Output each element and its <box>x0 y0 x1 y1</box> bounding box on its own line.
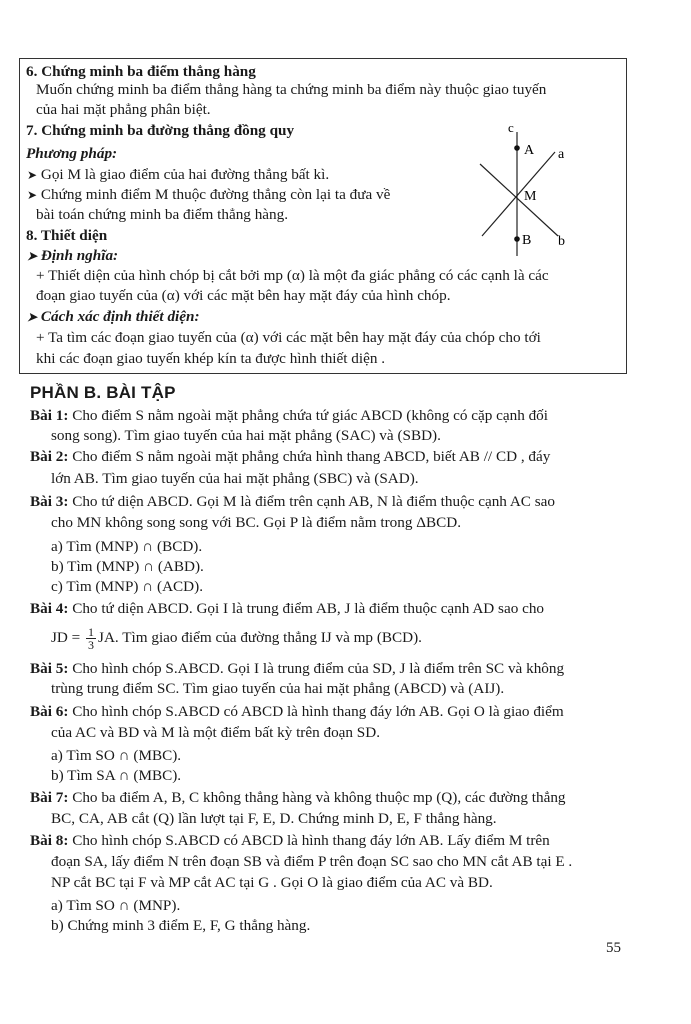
fraction-one-third: $\frac{1}{3}$ <box>88 625 95 652</box>
exercise-3: Bài 3: Cho tứ diện ABCD. Gọi M là điểm trên cạnh AB, N là điểm thuộc cạnh AC sao <box>30 493 555 510</box>
concurrent-lines-figure <box>470 118 580 258</box>
exercise-8-line2: đoạn SA, lấy điểm N trên đoạn SB và điểm P trên đoạn SC sao cho MN cắt AB tại E . <box>51 853 573 870</box>
s8-def-line2: đoạn giao tuyến của (α) với các mặt bên hay mặt đáy của hình chóp. <box>36 287 451 304</box>
label-b: b <box>558 234 565 249</box>
s6-line1: Muốn chứng minh ba điểm thẳng hàng ta chứng minh ba điểm này thuộc giao tuyến <box>36 81 547 98</box>
bullet-arrow-icon: ➤ <box>27 188 38 202</box>
exercise-label: Bài 6: <box>30 703 69 720</box>
s8-definition-label: ➤ Định nghĩa: <box>27 247 119 264</box>
exercise-3c: c) Tìm (MNP) ∩ (ACD). <box>51 578 204 595</box>
exercise-6: Bài 6: Cho hình chóp S.ABCD có ABCD là hình thang đáy lớn AB. Gọi O là giao điểm <box>30 703 564 720</box>
page-number: 55 <box>606 940 621 956</box>
bullet-arrow-icon: ➤ <box>27 249 38 263</box>
exercise-label: Bài 2: <box>30 448 69 465</box>
exercise-1-line2: song song). Tìm giao tuyến của hai mặt phẳng (SAC) và (SBD). <box>51 427 441 444</box>
exercise-label: Bài 5: <box>30 660 69 677</box>
s8-def-line1: + Thiết diện của hình chóp bị cắt bởi mp (α) là một đa giác phẳng có các cạnh là các <box>36 267 549 284</box>
exercise-8b: b) Chứng minh 3 điểm E, F, G thẳng hàng. <box>51 917 311 934</box>
s8-method-line2: khi các đoạn giao tuyến khép kín ta được hình thiết diện . <box>36 350 386 367</box>
label-c: c <box>508 120 514 135</box>
exercise-2: Bài 2: Cho điểm S nằm ngoài mặt phẳng chứa hình thang ABCD, biết AB // CD , đáy <box>30 448 551 465</box>
s8-title: 8. Thiết diện <box>26 227 108 244</box>
s7-line3: bài toán chứng minh ba điểm thẳng hàng. <box>36 206 289 223</box>
exercise-label: Bài 1: <box>30 407 69 424</box>
label-B: B <box>522 233 532 248</box>
s6-line2: của hai mặt phẳng phân biệt. <box>36 101 211 118</box>
exercise-8-line3: NP cắt BC tại F và MP cắt AC tại G . Gọi O là giao điểm của AC và BD. <box>51 874 493 891</box>
point-A <box>514 145 520 151</box>
exercise-8a: a) Tìm SO ∩ (MNP). <box>51 897 181 914</box>
s7-bullet1: ➤ Gọi M là giao điểm của hai đường thẳng bất kì. <box>27 166 330 183</box>
exercise-3a: a) Tìm (MNP) ∩ (BCD). <box>51 538 203 555</box>
s8-method-line1: + Ta tìm các đoạn giao tuyến của (α) với các mặt bên hay mặt đáy của chóp cho tới <box>36 329 541 346</box>
exercise-5: Bài 5: Cho hình chóp S.ABCD. Gọi I là trung điểm của SD, J là điểm trên SC và không <box>30 660 565 677</box>
exercise-label: Bài 3: <box>30 493 69 510</box>
label-M: M <box>524 189 537 204</box>
exercise-7: Bài 7: Cho ba điểm A, B, C không thẳng hàng và không thuộc mp (Q), các đường thẳng <box>30 789 566 806</box>
label-A: A <box>524 143 535 158</box>
s7-bullet2: ➤ Chứng minh điểm M thuộc đường thẳng còn lại ta đưa về <box>27 186 391 203</box>
label-a: a <box>558 147 565 162</box>
bullet-arrow-icon: ➤ <box>27 310 38 324</box>
exercise-label: Bài 4: <box>30 600 69 617</box>
s7-method-label: Phương pháp: <box>26 145 118 162</box>
point-B <box>514 236 520 242</box>
exercise-label: Bài 8: <box>30 832 69 849</box>
exercise-3-line2: cho MN không song song với BC. Gọi P là điểm nằm trong ΔBCD. <box>51 514 462 531</box>
exercise-label: Bài 7: <box>30 789 69 806</box>
s8-method-label: ➤ Cách xác định thiết diện: <box>27 308 200 325</box>
exercise-6a: a) Tìm SO ∩ (MBC). <box>51 747 182 764</box>
exercise-1: Bài 1: Cho điểm S nằm ngoài mặt phẳng chứa tứ giác ABCD (không có cặp cạnh đối <box>30 407 548 424</box>
exercise-6b: b) Tìm SA ∩ (MBC). <box>51 767 182 784</box>
s6-title: 6. Chứng minh ba điểm thẳng hàng <box>26 63 256 80</box>
section-title: PHẦN B. BÀI TẬP <box>30 383 176 402</box>
exercise-4: Bài 4: Cho tứ diện ABCD. Gọi I là trung điểm AB, J là điểm thuộc cạnh AD sao cho <box>30 600 545 617</box>
exercise-2-line2: lớn AB. Tìm giao tuyến của hai mặt phẳng (SBC) và (SAD). <box>51 470 419 487</box>
exercise-5-line2: trùng trung điểm SC. Tìm giao tuyến của hai mặt phẳng (ABCD) và (AIJ). <box>51 680 505 697</box>
exercise-6-line2: của AC và BD và M là một điểm bất kỳ trên đoạn SD. <box>51 724 381 741</box>
exercise-4-line2: JD = $\frac{1}{3}$ JA. Tìm giao điểm của đường thẳng IJ và mp (BCD). <box>51 625 422 652</box>
exercise-7-line2: BC, CA, AB cắt (Q) lần lượt tại F, E, D. Chứng minh D, E, F thẳng hàng. <box>51 810 497 827</box>
exercise-8: Bài 8: Cho hình chóp S.ABCD có ABCD là hình thang đáy lớn AB. Lấy điểm M trên <box>30 832 550 849</box>
exercise-3b: b) Tìm (MNP) ∩ (ABD). <box>51 558 204 575</box>
s7-title: 7. Chứng minh ba đường thẳng đồng quy <box>26 122 295 139</box>
bullet-arrow-icon: ➤ <box>27 168 38 182</box>
